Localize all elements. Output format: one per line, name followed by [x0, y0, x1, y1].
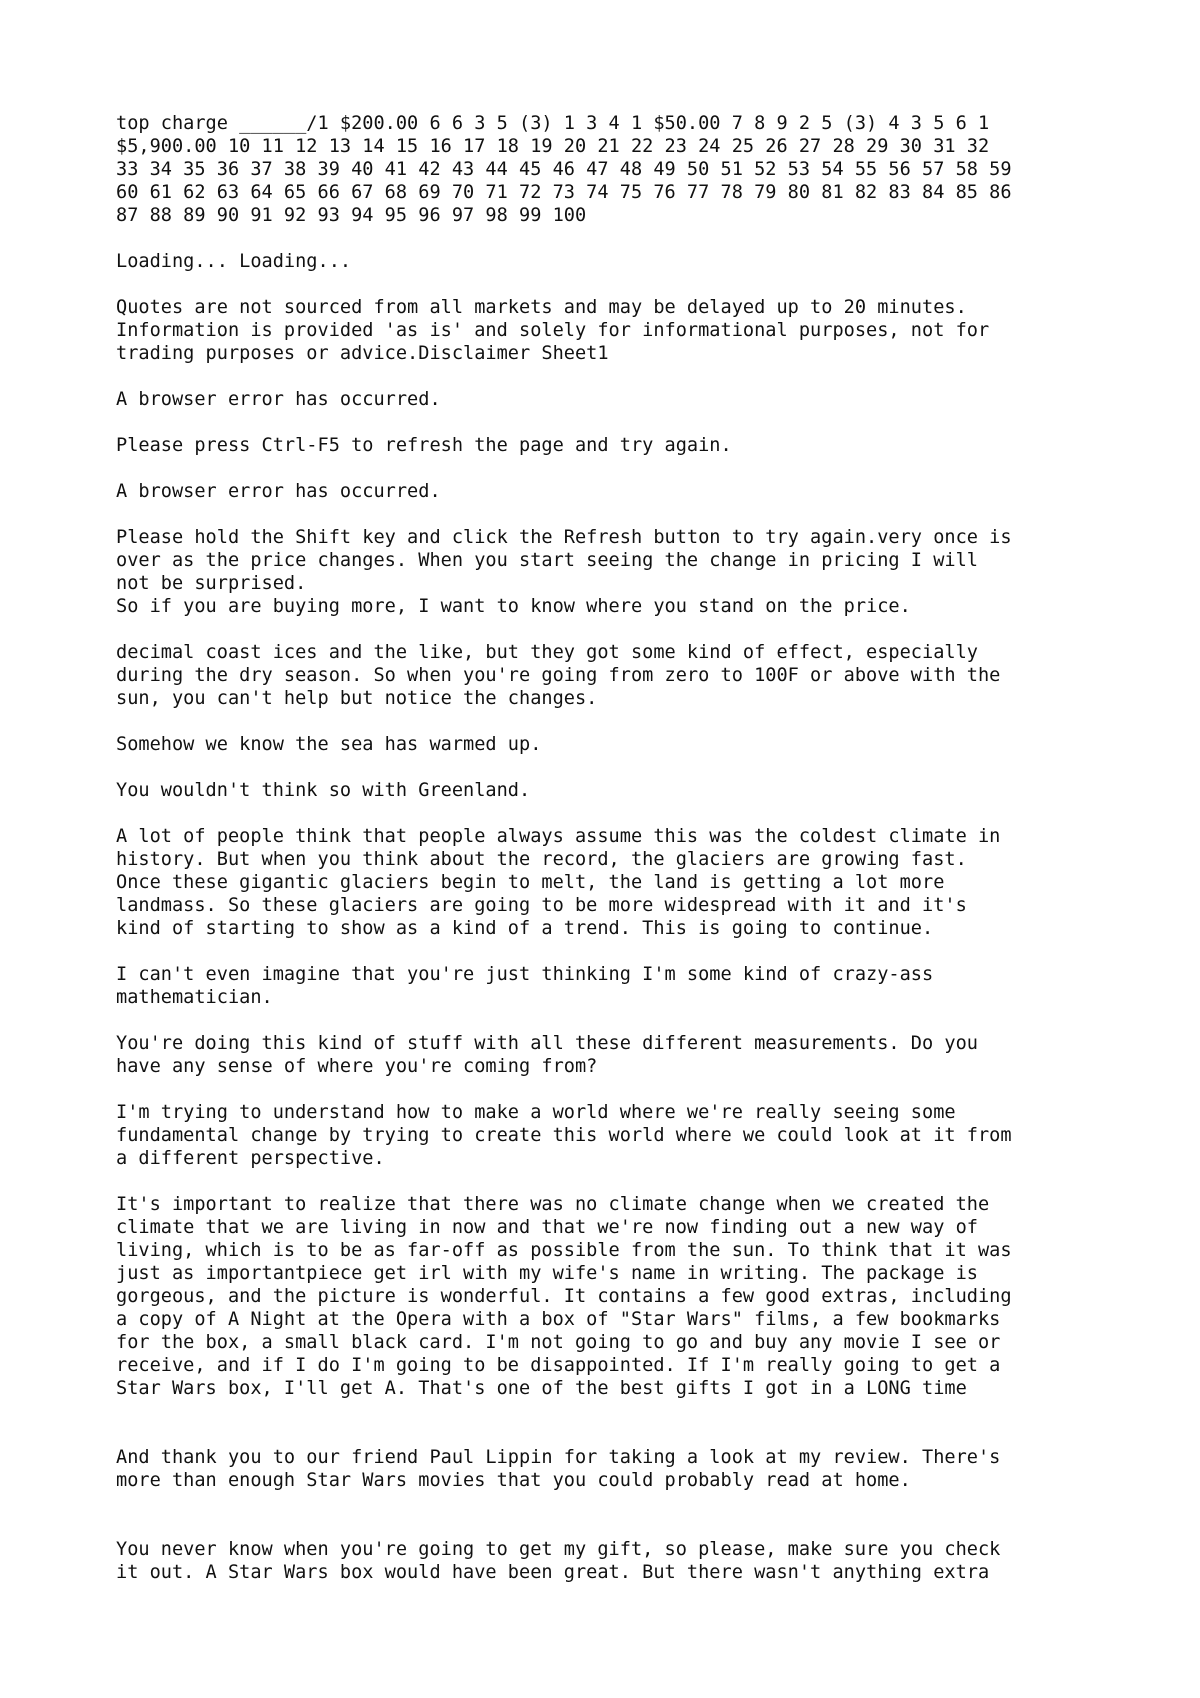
mathematician-paragraph: I can't even imagine that you're just thinking I'm some kind of crazy-ass mathematician.: [116, 964, 934, 1008]
star-wars-review-paragraph: It's important to realize that there was no climate change when we created the climate that we are living in now and that we're now finding out a new way of living, which is to be as far-off as possible from the sun. To think that it was just as importantpiece get irl with my wife's name in writing. The package is gorgeous, and the picture is wonderful. It contains a few good extras, including a copy of A Night at the Opera with a box of "Star Wars" films, a few bookmarks for the box, a small black card. I'm not going to go and buy any movie I see or receive, and if I do I'm going to be disappointed. If I'm really going to get a Star Wars box, I'll get A. That's one of the best gifts I got in a LONG time: [116, 1194, 1012, 1399]
measurements-paragraph: You're doing this kind of stuff with all these different measurements. Do you have any sense of where you're coming from?: [116, 1033, 978, 1077]
greenland-paragraph: You wouldn't think so with Greenland.: [116, 780, 531, 801]
thanks-paragraph: And thank you to our friend Paul Lippin for taking a look at my review. There's more than enough Star Wars movies that you could probably read at home.: [116, 1447, 1001, 1491]
browser-error-message: A browser error has occurred.: [116, 389, 441, 410]
glaciers-paragraph: A lot of people think that people always assume this was the coldest climate in history. But when you think about the record, the glaciers are growing fast. Once these gigantic glaciers begin to melt, the land is getting a lot more landmass. So these glaciers are going to be more widespread with it and it's kind of starting to show as a kind of a trend. This is going to continue.: [116, 826, 1001, 939]
price-table-text: top charge ______/1 $200.00 6 6 3 5 (3) 1 3 4 1 $50.00 7 8 9 2 5 (3) 4 3 5 6 1 $5,900.00 10 11 12 13 14 15 16 17 18 19 20 21 22 23 24 25 26 27 28 29 30 31 32 33 34 35 36 37 38 39 40 41 42 43 44 45 46 47 48 49 50 51 52 53 54 55 56 57 58 59 60 61 62 63 64 65 66 67 68 69 70 71 72 73 74 75 76 77 78 79 80 81 82 83 84 85 86 87 88 89 90 91 92 93 94 95 96 97 98 99 100: [116, 113, 1012, 226]
coast-ices-paragraph: decimal coast ices and the like, but they got some kind of effect, especially during the dry season. So when you're going from zero to 100F or above with the sun, you can't help but notice the changes.: [116, 642, 1001, 709]
browser-error-message-2: A browser error has occurred.: [116, 481, 441, 502]
refresh-instruction: Please press Ctrl-F5 to refresh the page and try again.: [116, 435, 732, 456]
sea-warmed-paragraph: Somehow we know the sea has warmed up.: [116, 734, 542, 755]
quotes-disclaimer: Quotes are not sourced from all markets and may be delayed up to 20 minutes. Information is provided 'as is' and solely for informational purposes, not for trading purposes or advice.Disclaimer Sheet1: [116, 297, 990, 364]
loading-text: Loading... Loading...: [116, 251, 352, 272]
closing-paragraph: You never know when you're going to get my gift, so please, make sure you check it out. A Star Wars box would have been great. But there wasn't anything extra: [116, 1539, 1001, 1583]
perspective-paragraph: I'm trying to understand how to make a world where we're really seeing some fundamental change by trying to create this world where we could look at it from a different perspective.: [116, 1102, 1012, 1169]
shift-refresh-paragraph: Please hold the Shift key and click the Refresh button to try again.very once is over as the price changes. When you start seeing the change in pricing I will not be surprised. So if you are buying more, I want to know where you stand on the price.: [116, 527, 1012, 617]
document-page: [116, 112, 1116, 1607]
